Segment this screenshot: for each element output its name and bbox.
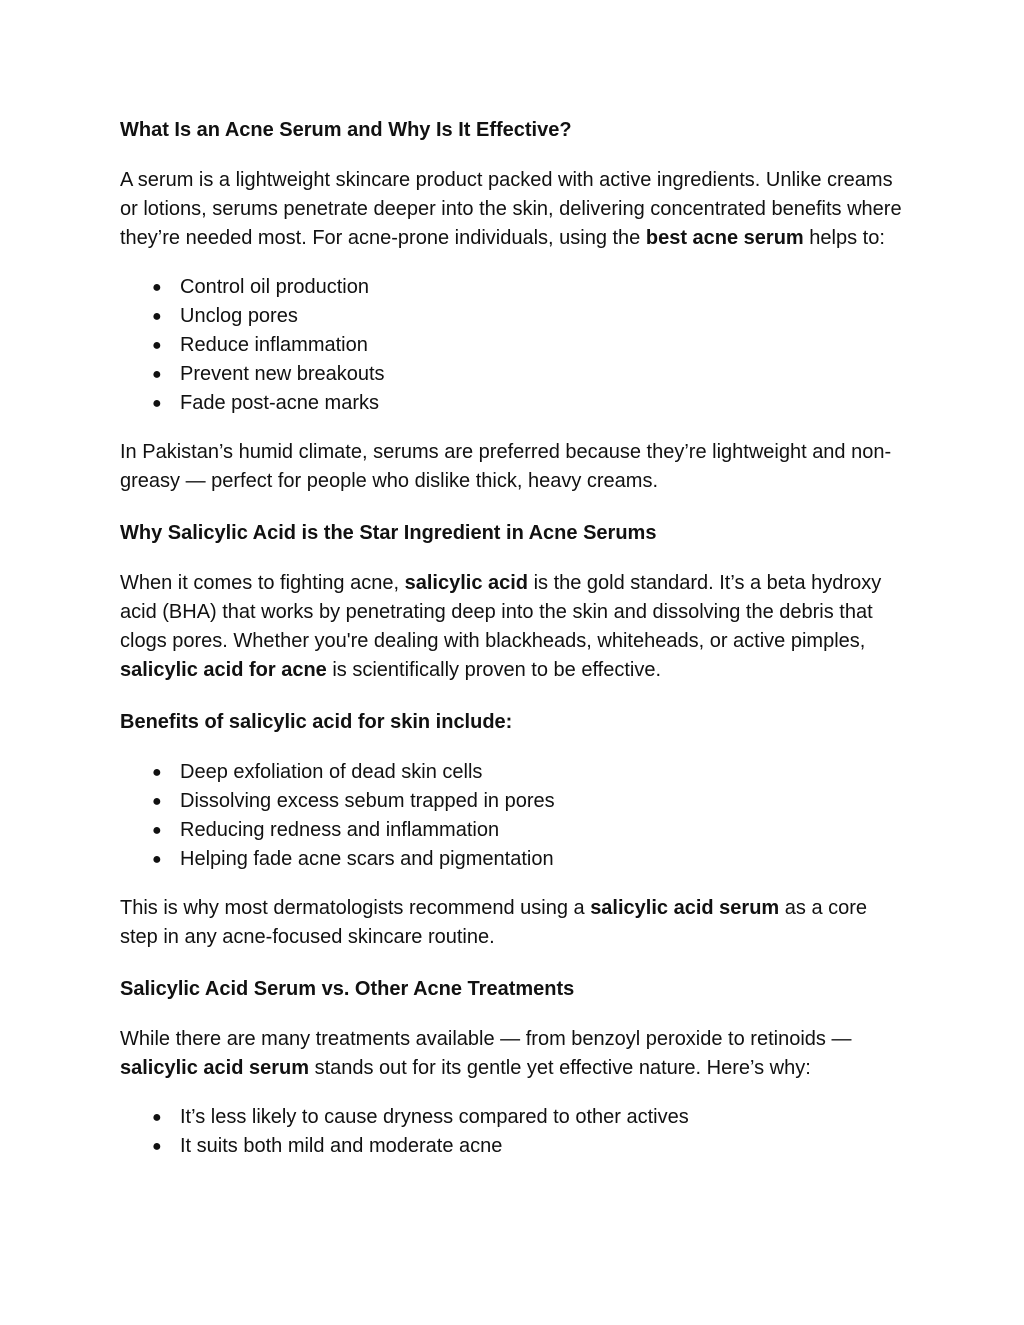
bullet-icon: ● — [152, 851, 162, 868]
bullet-icon: ● — [152, 1109, 162, 1126]
text-run: helps to: — [803, 227, 885, 249]
text-run: While there are many treatments available — from benzoyl peroxide to retinoids — — [120, 1028, 852, 1050]
text-run: is scientifically proven to be effective. — [326, 659, 662, 681]
list-item-text: Unclog pores — [180, 305, 298, 327]
bold-text: salicylic acid — [404, 572, 529, 594]
text-run: as a core step in any acne-focused skincare routine. — [120, 897, 868, 948]
list-item — [152, 331, 910, 360]
list-item — [152, 1103, 910, 1132]
list-item-text: Prevent new breakouts — [180, 363, 385, 385]
list-item — [152, 758, 910, 787]
benefits-list-serum — [120, 273, 910, 418]
list-item-text: Control oil production — [180, 276, 369, 298]
bullet-icon: ● — [152, 793, 162, 810]
bold-text: salicylic acid serum — [120, 1057, 310, 1079]
benefits-list-salicylic — [120, 758, 910, 874]
list-item — [152, 273, 910, 302]
bold-text: best acne serum — [645, 227, 804, 249]
list-item-text: It’s less likely to cause dryness compared to other actives — [180, 1106, 689, 1128]
list-item-text: Dissolving excess sebum trapped in pores — [180, 790, 555, 812]
bullet-icon: ● — [152, 822, 162, 839]
text-run: is the gold standard. It’s a beta hydroxy acid (BHA) that works by penetrating deep into the skin and dissolving the debris that clogs pores. Whether you're dealing with blackheads, whiteheads, or active pimples, — [120, 572, 882, 652]
list-item-text: It suits both mild and moderate acne — [180, 1135, 503, 1157]
list-item-text: Helping fade acne scars and pigmentation — [180, 848, 554, 870]
bold-text: salicylic acid for acne — [120, 659, 327, 681]
section-heading-salicylic-acid: Why Salicylic Acid is the Star Ingredient in Acne Serums — [120, 522, 657, 544]
list-item — [152, 845, 910, 874]
bullet-icon: ● — [152, 764, 162, 781]
text-run: This is why most dermatologists recommend using a — [120, 897, 591, 919]
paragraph-serum-intro — [120, 166, 910, 253]
bullet-icon: ● — [152, 308, 162, 325]
list-item-text: Deep exfoliation of dead skin cells — [180, 761, 483, 783]
bullet-icon: ● — [152, 1138, 162, 1155]
bullet-icon: ● — [152, 395, 162, 412]
document-page — [120, 116, 910, 1161]
bold-text: salicylic acid serum — [590, 897, 780, 919]
section-heading-vs-treatments: Salicylic Acid Serum vs. Other Acne Treatments — [120, 978, 575, 1000]
bullet-icon: ● — [152, 337, 162, 354]
list-item — [152, 787, 910, 816]
bullet-icon: ● — [152, 279, 162, 296]
subheading-benefits: Benefits of salicylic acid for skin include: — [120, 711, 513, 733]
reasons-list — [120, 1103, 910, 1161]
section-heading-acne-serum: What Is an Acne Serum and Why Is It Effective? — [120, 119, 572, 141]
list-item-text: Fade post-acne marks — [180, 392, 379, 414]
text-run: stands out for its gentle yet effective nature. Here’s why: — [309, 1057, 811, 1079]
list-item — [152, 389, 910, 418]
paragraph-dermatologists — [120, 894, 910, 952]
list-item-text: Reduce inflammation — [180, 334, 368, 356]
paragraph-salicylic-intro — [120, 569, 910, 685]
list-item-text: Reducing redness and inflammation — [180, 819, 500, 841]
text-run: A serum is a lightweight skincare product packed with active ingredients. Unlike creams or lotions, serums penetrate deeper into the skin, delivering concentrated benefits where they’re needed most. For acne-prone individuals, using the — [120, 169, 902, 249]
list-item — [152, 1132, 910, 1161]
bullet-icon: ● — [152, 366, 162, 383]
list-item — [152, 816, 910, 845]
paragraph-pakistan-climate: In Pakistan’s humid climate, serums are preferred because they’re lightweight and non-greasy — perfect for people who dislike thick, heavy creams. — [120, 441, 892, 492]
list-item — [152, 360, 910, 389]
paragraph-treatments — [120, 1025, 910, 1083]
text-run: When it comes to fighting acne, — [120, 572, 405, 594]
list-item — [152, 302, 910, 331]
